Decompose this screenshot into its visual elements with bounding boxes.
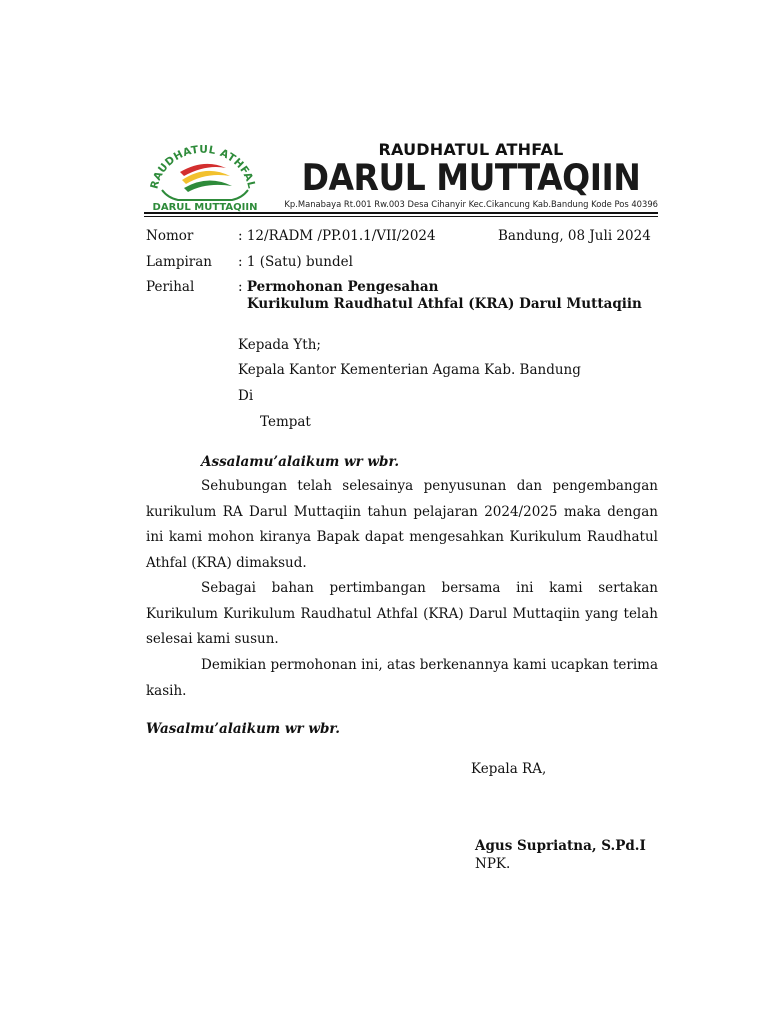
lampiran-label: Lampiran xyxy=(146,254,212,270)
recipient-place: Tempat xyxy=(260,414,311,430)
letterhead-divider xyxy=(144,212,658,214)
svg-text:DARUL MUTTAQIIN: DARUL MUTTAQIIN xyxy=(152,202,258,212)
institution-type: RAUDHATUL ATHFAL xyxy=(378,140,564,159)
body-paragraph-1: Sehubungan telah selesainya penyusunan dan pengembangan kurikulum RA Darul Muttaqiin tahun pelajaran 2024/2025 maka dengan ini kami mohon kiranya Bapak dapat mengesahkan Kurikulum Raudhatul Athfal (KRA) dimaksud. xyxy=(146,478,658,571)
lampiran-value: : 1 (Satu) bundel xyxy=(238,254,353,270)
recipient-salutation: Kepada Yth; xyxy=(238,337,321,353)
recipient-di: Di xyxy=(238,388,254,404)
institution-name: DARUL MUTTAQIIN xyxy=(301,156,641,199)
nomor-label: Nomor xyxy=(146,228,194,244)
perihal-value-line2: Kurikulum Raudhatul Athfal (KRA) Darul Muttaqiin xyxy=(247,296,642,312)
body-paragraph-2: Sebagai bahan pertimbangan bersama ini kami sertakan Kurikulum Kurikulum Raudhatul Athfal (KRA) Darul Muttaqiin yang telah selesai kami susun. xyxy=(146,580,658,647)
nomor-value: : 12/RADM /PP.01.1/VII/2024 xyxy=(238,228,436,244)
closing: Wasalmu’alaikum wr wbr. xyxy=(146,721,340,737)
greeting: Assalamu’alaikum wr wbr. xyxy=(201,454,400,470)
perihal-value: : Permohonan Pengesahan xyxy=(238,279,439,295)
body-paragraph-3: Demikian permohonan ini, atas berkenannya kami ucapkan terima kasih. xyxy=(146,657,658,699)
signature-name: Agus Supriatna, S.Pd.I xyxy=(475,838,646,854)
letterhead-divider-thin xyxy=(144,216,658,217)
signature-npk: NPK. xyxy=(475,856,511,872)
letter-date: Bandung, 08 Juli 2024 xyxy=(498,228,651,244)
perihal-label: Perihal xyxy=(146,279,195,295)
svg-text:RAUDHATUL ATHFAL: RAUDHATUL ATHFAL xyxy=(148,143,258,191)
recipient-name: Kepala Kantor Kementerian Agama Kab. Bandung xyxy=(238,362,581,378)
institution-address: Kp.Manabaya Rt.001 Rw.003 Desa Cihanyir Kec.Cikancung Kab.Bandung Kode Pos 40396 xyxy=(284,199,658,209)
signature-position: Kepala RA, xyxy=(471,761,547,777)
school-logo xyxy=(144,134,266,212)
